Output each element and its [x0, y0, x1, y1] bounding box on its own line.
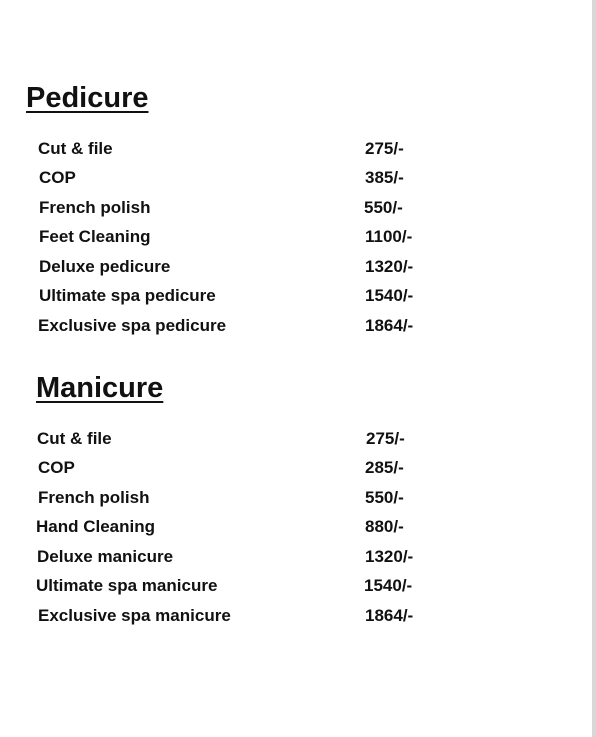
service-name: Cut & file	[37, 429, 112, 448]
service-price: 275/-	[365, 139, 404, 158]
manicure-item-hand-cleaning	[0, 515, 596, 539]
manicure-item-ultimate-spa	[0, 574, 596, 598]
service-price: 385/-	[365, 168, 404, 187]
manicure-section-title: Manicure	[36, 372, 164, 404]
service-price: 1320/-	[365, 257, 414, 276]
service-name: Cut & file	[38, 139, 113, 158]
service-name: Deluxe pedicure	[39, 257, 171, 276]
service-name: Exclusive spa manicure	[38, 606, 231, 625]
pedicure-item-deluxe	[0, 255, 596, 279]
service-price: 275/-	[366, 429, 405, 448]
pedicure-item-ultimate-spa	[0, 284, 596, 308]
service-price: 285/-	[365, 458, 404, 477]
pedicure-item-cop	[0, 166, 596, 190]
service-name: French polish	[38, 488, 150, 507]
pedicure-item-french-polish	[0, 196, 596, 220]
service-name: Feet Cleaning	[39, 227, 151, 246]
service-price: 1540/-	[365, 286, 414, 305]
pedicure-item-exclusive-spa	[0, 314, 596, 338]
service-price: 550/-	[365, 488, 404, 507]
service-price: 1540/-	[364, 576, 413, 595]
service-name: Ultimate spa manicure	[36, 576, 218, 595]
service-price: 1864/-	[365, 606, 414, 625]
manicure-item-french-polish	[0, 486, 596, 510]
manicure-item-cop	[0, 456, 596, 480]
service-price: 880/-	[365, 517, 404, 536]
service-price: 1100/-	[365, 227, 413, 246]
pedicure-section-title: Pedicure	[26, 82, 149, 114]
manicure-item-cut-file	[0, 427, 596, 451]
pedicure-item-feet-cleaning	[0, 225, 596, 249]
service-name: Hand Cleaning	[36, 517, 156, 536]
service-name: Exclusive spa pedicure	[38, 316, 227, 335]
service-price: 550/-	[364, 198, 403, 217]
service-name: COP	[39, 168, 76, 187]
manicure-item-deluxe	[0, 545, 596, 569]
service-price: 1864/-	[365, 316, 414, 335]
manicure-item-exclusive-spa	[0, 604, 596, 628]
service-name: Deluxe manicure	[37, 547, 174, 566]
service-name: COP	[38, 458, 75, 477]
pedicure-item-cut-file	[0, 137, 596, 161]
service-name: Ultimate spa pedicure	[39, 286, 216, 305]
service-name: French polish	[39, 198, 151, 217]
service-price: 1320/-	[365, 547, 414, 566]
